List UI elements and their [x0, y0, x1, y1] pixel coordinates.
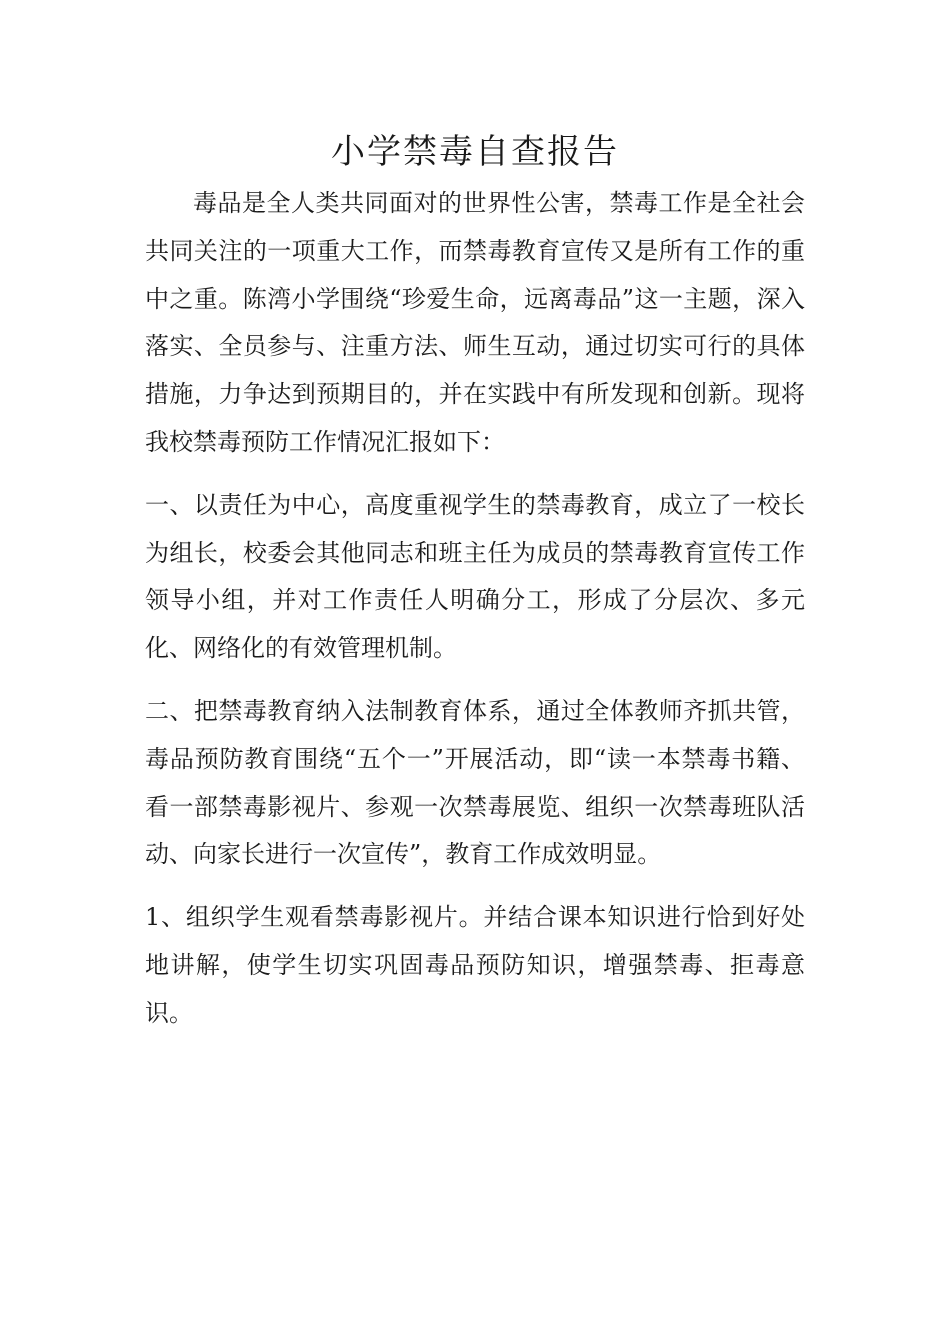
intro-paragraph: 毒品是全人类共同面对的世界性公害，禁毒工作是全社会共同关注的一项重大工作，而禁毒教育宣传又是所有工作的重中之重。陈湾小学围绕“珍爱生命，远离毒品”这一主题，深入落实、全员参与、注重方法、师生互动，通过切实可行的具体措施，力争达到预期目的，并在实践中有所发现和创新。现将我校禁毒预防工作情况汇报如下：	[145, 189, 805, 456]
section-two-paragraph: 二、把禁毒教育纳入法制教育体系，通过全体教师齐抓共管，毒品预防教育围绕“五个一”开展活动，即“读一本禁毒书籍、看一部禁毒影视片、参观一次禁毒展览、组织一次禁毒班队活动、向家长进行一次宣传”，教育工作成效明显。	[145, 696, 805, 869]
document-title: 小学禁毒自查报告	[331, 132, 619, 172]
item-one-paragraph: 1、组织学生观看禁毒影视片。并结合课本知识进行恰到好处地讲解，使学生切实巩固毒品预防知识，增强禁毒、拒毒意识。	[145, 903, 805, 1027]
section-one-paragraph: 一、以责任为中心，高度重视学生的禁毒教育，成立了一校长为组长，校委会其他同志和班主任为成员的禁毒教育宣传工作领导小组，并对工作责任人明确分工，形成了分层次、多元化、网络化的有效管理机制。	[145, 490, 805, 663]
document-body	[145, 180, 805, 1038]
